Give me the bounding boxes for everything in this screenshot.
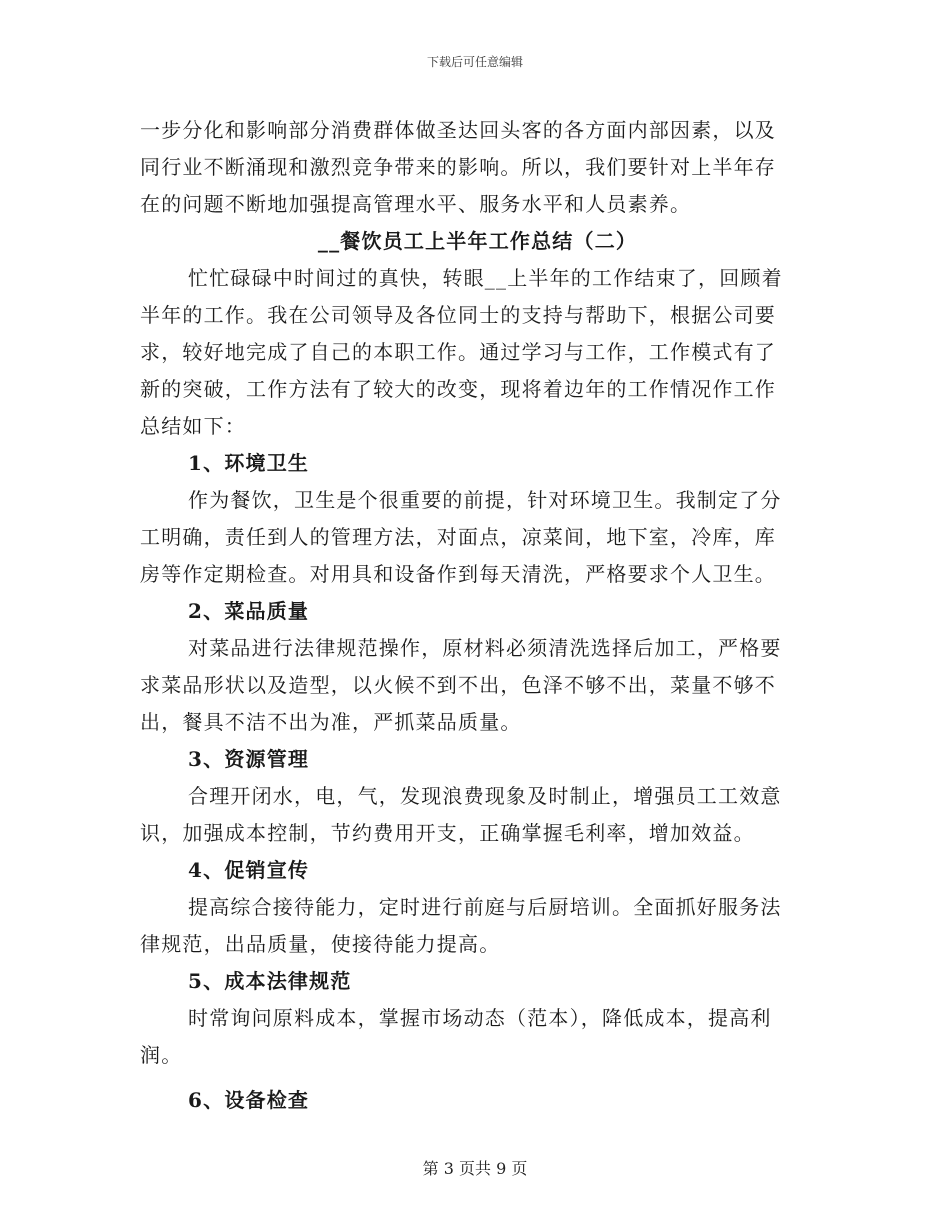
paragraph-line: 总结如下：	[140, 414, 246, 438]
section-heading: 1、环境卫生	[188, 451, 310, 475]
section-heading: 2、菜品质量	[188, 599, 310, 623]
intro-line: 在的问题不断地加强提高管理水平、服务水平和人员素养。	[140, 192, 692, 216]
document-body	[140, 112, 805, 1119]
section-line: 房等作定期检查。对用具和设备作到每天清洗，严格要求个人卫生。	[140, 562, 776, 586]
paragraph-line: 半年的工作。我在公司领导及各位同士的支持与帮助下，根据公司要	[140, 303, 776, 327]
section-line: 提高综合接待能力，定时进行前庭与后厨培训。全面抓好服务法	[188, 895, 782, 919]
page-header: 下载后可任意编辑	[426, 55, 523, 69]
page-footer: 第 3 页共 9 页	[422, 1159, 528, 1178]
section-line: 润。	[140, 1043, 183, 1067]
section-line: 出，餐具不洁不出为准，严抓菜品质量。	[140, 710, 522, 734]
section-heading: 5、成本法律规范	[188, 969, 352, 993]
document-title: __餐饮员工上半年工作总结（二）	[317, 229, 638, 253]
section-line: 识，加强成本控制，节约费用开支，正确掌握毛利率，增加效益。	[140, 821, 755, 845]
section-line: 工明确，责任到人的管理方法，对面点，凉菜间，地下室，冷库，库	[140, 525, 776, 549]
paragraph-line: 求，较好地完成了自己的本职工作。通过学习与工作，工作模式有了	[140, 340, 776, 364]
section-heading: 6、设备检查	[188, 1088, 310, 1112]
section-line: 时常询问原料成本，掌握市场动态（范本），降低成本，提高利	[188, 1006, 772, 1030]
paragraph-line: 新的突破，工作方法有了较大的改变，现将着边年的工作情况作工作	[140, 377, 776, 401]
section-line: 合理开闭水，电，气，发现浪费现象及时制止，增强员工工效意	[188, 784, 782, 808]
section-line: 作为餐饮，卫生是个很重要的前提，针对环境卫生。我制定了分	[188, 488, 782, 512]
section-heading: 4、促销宣传	[188, 858, 310, 882]
section-line: 求菜品形状以及造型，以火候不到不出，色泽不够不出，菜量不够不	[140, 673, 776, 697]
section-line: 律规范，出品质量，使接待能力提高。	[140, 932, 501, 956]
paragraph-line: 忙忙碌碌中时间过的真快，转眼__上半年的工作结束了，回顾着	[188, 266, 783, 290]
section-heading: 3、资源管理	[188, 747, 310, 771]
intro-line: 同行业不断涌现和激烈竞争带来的影响。所以，我们要针对上半年存	[140, 155, 776, 179]
intro-line: 一步分化和影响部分消费群体做圣达回头客的各方面内部因素，以及	[140, 118, 776, 142]
section-line: 对菜品进行法律规范操作，原材料必须清洗选择后加工，严格要	[188, 636, 782, 660]
